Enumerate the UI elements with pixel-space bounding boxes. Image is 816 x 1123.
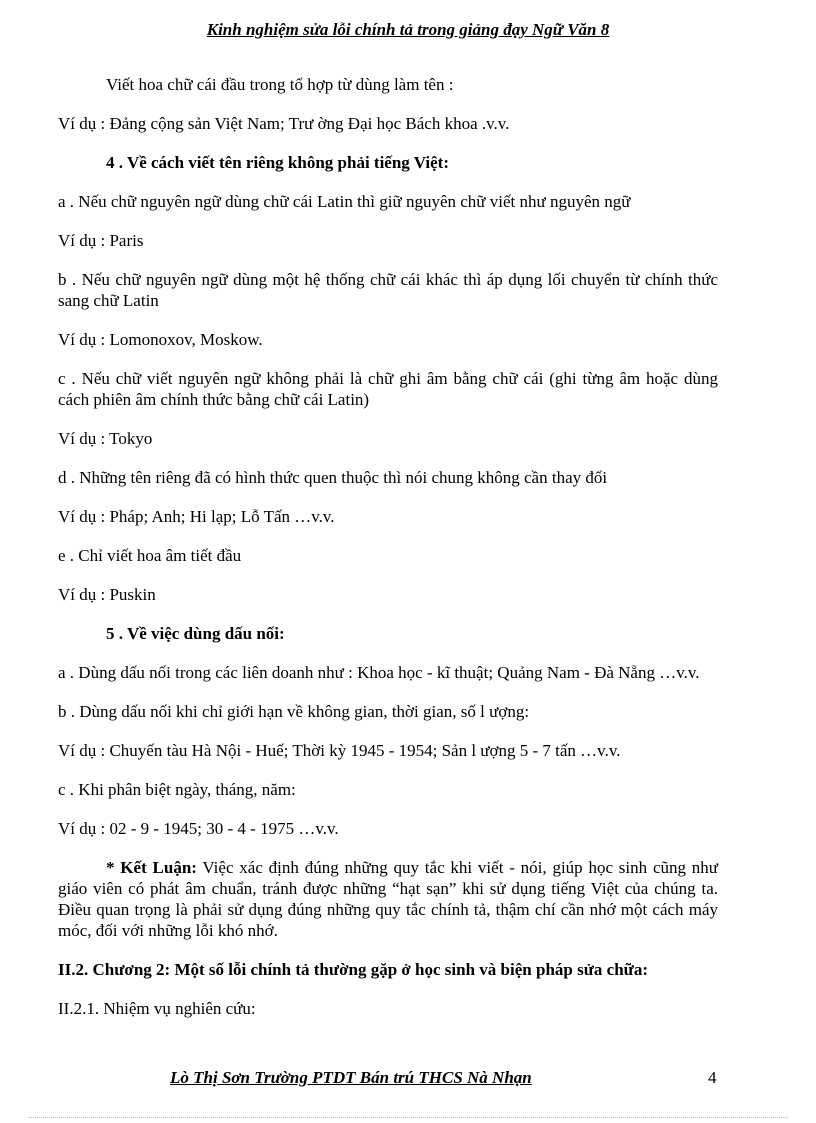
conclusion-label: * Kết Luận:: [106, 858, 197, 877]
rule-a: a . Dùng dấu nối trong các liên doanh như : Khoa học - kĩ thuật; Quảng Nam - Đà Nẵng …v.v.: [58, 663, 700, 682]
chapter-heading: II.2. Chương 2: Một số lỗi chính tả thường gặp ở học sinh và biện pháp sửa chữa:: [58, 960, 649, 979]
document-body: [58, 74, 718, 1037]
section-heading-4: 4 . Về cách viết tên riêng không phải tiếng Việt:: [106, 153, 449, 172]
example-line: Ví dụ : Tokyo: [58, 429, 153, 448]
rule-c: c . Nếu chữ viết nguyên ngữ không phải là chữ ghi âm bằng chữ cái (ghi từng âm hoặc dùng cách phiên âm chính thức bằng chữ cái Latin): [58, 369, 718, 409]
rule-d: d . Những tên riêng đã có hình thức quen thuộc thì nói chung không cần thay đổi: [58, 468, 608, 487]
example-line: Ví dụ : Chuyến tàu Hà Nội - Huế; Thời kỳ 1945 - 1954; Sản l ượng 5 - 7 tấn …v.v.: [58, 741, 621, 760]
rule-a: a . Nếu chữ nguyên ngữ dùng chữ cái Latin thì giữ nguyên chữ viết như nguyên ngữ: [58, 192, 631, 211]
example-line: Ví dụ : Paris: [58, 231, 144, 250]
example-line: Ví dụ : 02 - 9 - 1945; 30 - 4 - 1975 …v.v.: [58, 819, 339, 838]
conclusion-paragraph: [58, 857, 718, 941]
example-line: Ví dụ : Puskin: [58, 585, 156, 604]
conclusion-text: Việc xác định đúng những quy tắc khi viết - nói, giúp học sinh cũng như giáo viên có phát âm chuẩn, tránh được những “hạt sạn” khi sử dụng tiếng Việt của chúng ta. Điều quan trọng là phải sử dụng đúng những quy tắc chính tả, thậm chí cần nhớ một cách máy móc, đối với những lỗi khó nhớ.: [58, 858, 718, 940]
example-line: Ví dụ : Đảng cộng sản Việt Nam; Trư ờng Đại học Bách khoa .v.v.: [58, 114, 510, 133]
rule-b: b . Nếu chữ nguyên ngữ dùng một hệ thống chữ cái khác thì áp dụng lối chuyển từ chính thức sang chữ Latin: [58, 270, 718, 310]
rule-c: c . Khi phân biệt ngày, tháng, năm:: [58, 780, 296, 799]
page-header: Kinh nghiệm sửa lỗi chính tả trong giảng đạy Ngữ Văn 8: [206, 20, 610, 39]
example-line: Ví dụ : Lomonoxov, Moskow.: [58, 330, 263, 349]
example-line: Ví dụ : Pháp; Anh; Hi lạp; Lỗ Tấn …v.v.: [58, 507, 335, 526]
bottom-divider: [28, 1117, 788, 1118]
footer-author: Lò Thị Sơn Trường PTDT Bán trú THCS Nà Nhạn: [170, 1068, 532, 1087]
subsection-heading: II.2.1. Nhiệm vụ nghiên cứu:: [58, 999, 256, 1018]
page-number: 4: [708, 1068, 717, 1087]
rule-e: e . Chỉ viết hoa âm tiết đầu: [58, 546, 242, 565]
rule-b: b . Dùng dấu nối khi chỉ giới hạn về không gian, thời gian, số l ượng:: [58, 702, 530, 721]
paragraph: Viết hoa chữ cái đầu trong tổ hợp từ dùng làm tên :: [106, 75, 454, 94]
section-heading-5: 5 . Về việc dùng dấu nối:: [106, 624, 285, 643]
